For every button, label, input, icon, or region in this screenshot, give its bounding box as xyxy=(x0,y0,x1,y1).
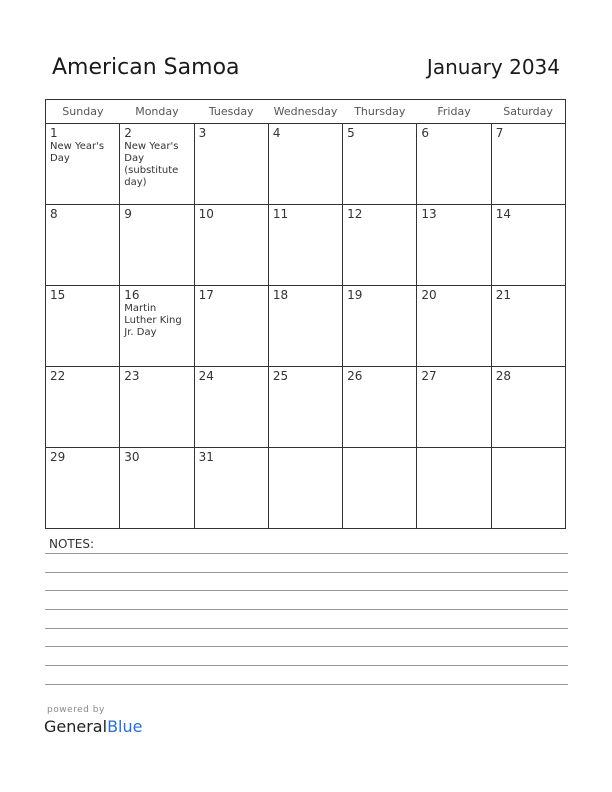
day-number: 28 xyxy=(495,369,511,383)
day-number: 8 xyxy=(50,207,58,221)
day-cell xyxy=(194,286,268,367)
week-row xyxy=(46,448,566,529)
day-cell xyxy=(491,286,565,367)
day-number: 19 xyxy=(347,288,363,302)
day-number: 26 xyxy=(347,369,363,383)
country-title: American Samoa xyxy=(52,55,240,80)
day-cell xyxy=(343,367,417,448)
day-number: 10 xyxy=(198,207,214,221)
day-cell xyxy=(268,367,342,448)
day-cell xyxy=(120,448,194,529)
day-number: 5 xyxy=(347,126,355,140)
day-cell xyxy=(491,124,565,205)
notes-label: NOTES: xyxy=(49,537,94,551)
day-cell xyxy=(417,367,491,448)
day-cell xyxy=(46,448,120,529)
holiday-label: Martin Luther King Jr. Day xyxy=(124,303,182,338)
weekday-wednesday: Wednesday xyxy=(268,100,342,124)
day-cell xyxy=(46,124,120,205)
day-number: 9 xyxy=(124,207,132,221)
holiday-label: New Year's Day xyxy=(50,141,105,164)
day-number: 27 xyxy=(421,369,437,383)
day-number: 3 xyxy=(198,126,207,140)
day-number: 22 xyxy=(50,369,66,383)
week-row xyxy=(46,124,566,205)
day-cell xyxy=(417,286,491,367)
day-cell xyxy=(46,205,120,286)
note-line xyxy=(45,646,568,647)
weekday-thursday: Thursday xyxy=(343,100,417,124)
day-cell xyxy=(343,205,417,286)
day-number: 30 xyxy=(124,450,140,464)
note-line xyxy=(45,553,568,554)
day-cell xyxy=(268,448,342,529)
day-cell xyxy=(268,124,342,205)
day-cell xyxy=(46,286,120,367)
note-line xyxy=(45,665,568,666)
day-cell xyxy=(120,367,194,448)
week-row xyxy=(46,367,566,448)
note-line xyxy=(45,572,568,573)
day-cell xyxy=(194,367,268,448)
day-cell xyxy=(417,448,491,529)
day-number: 17 xyxy=(198,288,214,302)
day-number: 20 xyxy=(421,288,437,302)
day-cell xyxy=(46,367,120,448)
note-line xyxy=(45,684,568,685)
day-number: 24 xyxy=(198,369,214,383)
day-number: 13 xyxy=(421,207,437,221)
day-cell xyxy=(343,448,417,529)
day-number: 15 xyxy=(50,288,66,302)
day-number: 31 xyxy=(198,450,214,464)
day-number: 1 xyxy=(50,126,58,140)
note-line xyxy=(45,590,568,591)
day-cell xyxy=(120,286,194,367)
day-number: 6 xyxy=(421,126,430,140)
day-number: 21 xyxy=(495,288,511,302)
brand-blue: Blue xyxy=(107,717,143,736)
powered-by-text: powered by xyxy=(47,705,105,715)
day-number: 16 xyxy=(124,288,140,302)
weekday-header-row xyxy=(46,100,566,124)
day-cell xyxy=(120,205,194,286)
day-cell xyxy=(417,124,491,205)
holiday-label: New Year's Day (substitute day) xyxy=(124,141,179,188)
weekday-sunday: Sunday xyxy=(46,100,120,124)
day-cell xyxy=(343,286,417,367)
day-number: 25 xyxy=(272,369,289,383)
day-cell xyxy=(491,448,565,529)
day-cell xyxy=(268,286,342,367)
day-number: 7 xyxy=(495,126,504,140)
weekday-monday: Monday xyxy=(120,100,194,124)
day-cell xyxy=(194,205,268,286)
day-number: 23 xyxy=(124,369,140,383)
day-cell xyxy=(491,367,565,448)
month-title: January 2034 xyxy=(426,55,560,79)
weekday-saturday: Saturday xyxy=(491,100,565,124)
week-row xyxy=(46,286,566,367)
brand-general: General xyxy=(44,717,108,736)
day-cell xyxy=(417,205,491,286)
day-number: 2 xyxy=(124,126,132,140)
day-cell xyxy=(120,124,194,205)
day-number: 4 xyxy=(272,126,281,140)
day-number: 12 xyxy=(347,207,363,221)
note-line xyxy=(45,609,568,610)
day-number: 11 xyxy=(272,207,289,221)
day-cell xyxy=(343,124,417,205)
brand-logo xyxy=(44,717,142,736)
week-row xyxy=(46,205,566,286)
calendar-grid xyxy=(45,99,566,529)
day-number: 14 xyxy=(495,207,511,221)
weekday-friday: Friday xyxy=(417,100,491,124)
day-cell xyxy=(491,205,565,286)
weekday-tuesday: Tuesday xyxy=(194,100,268,124)
day-cell xyxy=(194,448,268,529)
day-cell xyxy=(268,205,342,286)
note-line xyxy=(45,628,568,629)
day-number: 18 xyxy=(272,288,289,302)
day-number: 29 xyxy=(50,450,66,464)
day-cell xyxy=(194,124,268,205)
